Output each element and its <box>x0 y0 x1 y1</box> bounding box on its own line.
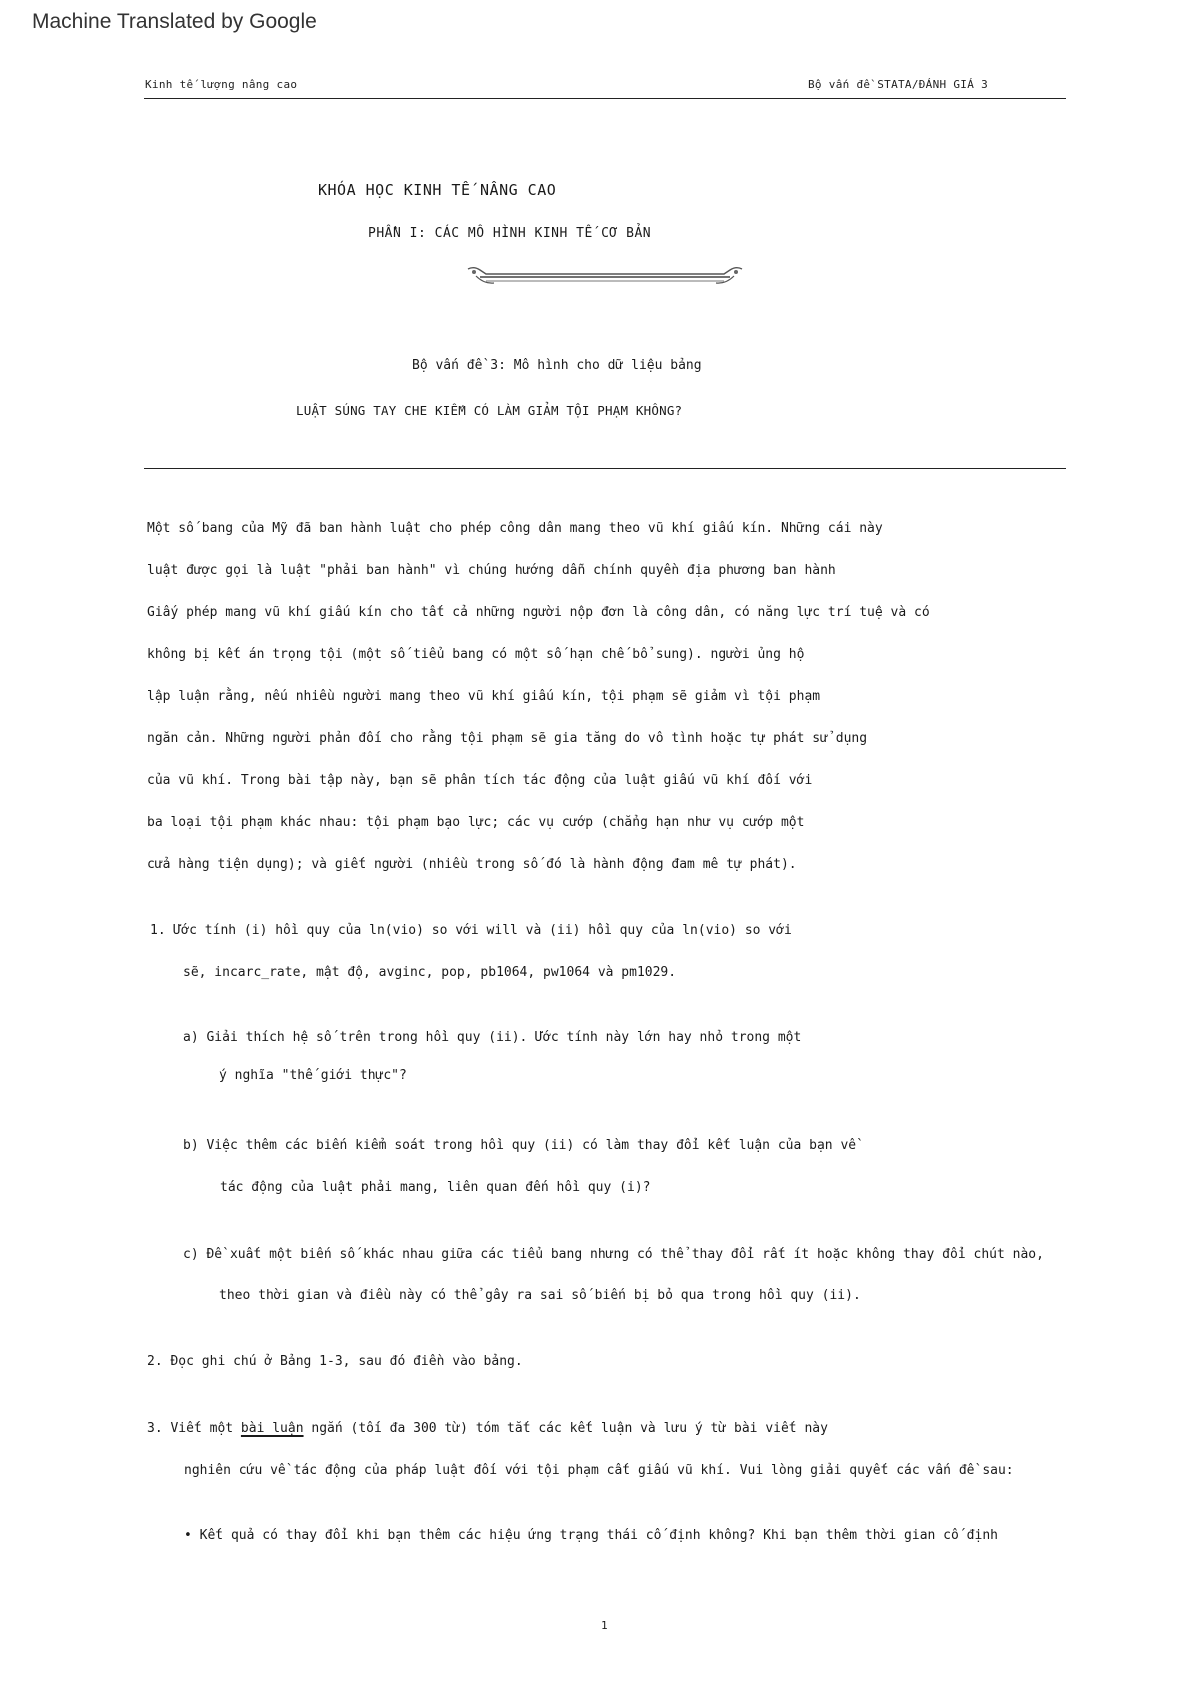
decorative-divider-ornament <box>466 264 744 290</box>
q1c-line: theo thời gian và điều này có thể gây ra sai số biến bị bỏ qua trong hồi quy (ii). <box>219 1288 861 1303</box>
q1c-line: c) Đề xuất một biến số khác nhau giữa các tiểu bang nhưng có thể thay đổi rất ít hoặc không thay đổi chút nào, <box>183 1247 1044 1262</box>
running-header-right: Bộ vấn đề STATA/ĐÁNH GIÁ 3 <box>808 78 988 91</box>
title-block-rule <box>144 468 1066 469</box>
q3-underlined-word: bài luận <box>240 1421 304 1436</box>
course-title: KHÓA HỌC KINH TẾ NÂNG CAO <box>318 181 557 199</box>
intro-line: lập luận rằng, nếu nhiều người mang theo vũ khí giấu kín, tội phạm sẽ giảm vì tội phạm <box>147 689 821 704</box>
intro-line: ba loại tội phạm khác nhau: tội phạm bạo lực; các vụ cướp (chẳng hạn như vụ cướp một <box>147 815 805 830</box>
q3-text: 3. Viết một <box>147 1421 241 1436</box>
intro-line: ngăn cản. Những người phản đối cho rằng tội phạm sẽ gia tăng do vô tình hoặc tự phát sử dụng <box>147 731 868 746</box>
q3-bullet: • Kết quả có thay đổi khi bạn thêm các hiệu ứng trạng thái cố định không? Khi bạn thêm thời gian cố định <box>184 1528 998 1543</box>
q1a-line: ý nghĩa "thế giới thực"? <box>219 1068 407 1083</box>
intro-line: cửa hàng tiện dụng); và giết người (nhiều trong số đó là hành động đam mê tự phát). <box>147 857 797 872</box>
header-rule <box>144 98 1066 99</box>
intro-line: không bị kết án trọng tội (một số tiểu bang có một số hạn chế bổ sung). người ủng hộ <box>147 647 805 662</box>
intro-line: luật được gọi là luật "phải ban hành" vì chúng hướng dẫn chính quyền địa phương ban hành <box>147 563 836 578</box>
page-number: 1 <box>601 1619 608 1632</box>
part-title: PHẦN I: CÁC MÔ HÌNH KINH TẾ CƠ BẢN <box>368 226 652 241</box>
q3-line <box>147 1421 828 1436</box>
q1-line: sẽ, incarc_rate, mật độ, avginc, pop, pb1064, pw1064 và pm1029. <box>183 965 677 980</box>
q1-line: 1. Ước tính (i) hồi quy của ln(vio) so với will và (ii) hồi quy của ln(vio) so với <box>150 923 792 938</box>
q1a-line: a) Giải thích hệ số trên trong hồi quy (ii). Ước tính này lớn hay nhỏ trong một <box>183 1030 802 1045</box>
problem-set-question: LUẬT SÚNG TAY CHE KIẾM CÓ LÀM GIẢM TỘI PHẠM KHÔNG? <box>296 403 683 418</box>
q1b-line: tác động của luật phải mang, liên quan đến hồi quy (i)? <box>220 1180 651 1195</box>
q3-text: ngắn (tối đa 300 từ) tóm tắt các kết luận và lưu ý từ bài viết này <box>303 1421 828 1436</box>
machine-translated-watermark: Machine Translated by Google <box>32 10 317 33</box>
q3-line: nghiên cứu về tác động của pháp luật đối với tội phạm cất giấu vũ khí. Vui lòng giải quyết các vấn đề sau: <box>184 1463 1014 1478</box>
intro-line: Một số bang của Mỹ đã ban hành luật cho phép công dân mang theo vũ khí giấu kín. Những cái này <box>147 521 883 536</box>
question-2: 2. Đọc ghi chú ở Bảng 1-3, sau đó điền vào bảng. <box>147 1354 523 1369</box>
intro-line: Giấy phép mang vũ khí giấu kín cho tất cả những người nộp đơn là công dân, có năng lực trí tuệ và có <box>147 605 930 620</box>
intro-line: của vũ khí. Trong bài tập này, bạn sẽ phân tích tác động của luật giấu vũ khí đối với <box>147 773 813 788</box>
running-header-left: Kinh tế lượng nâng cao <box>145 78 298 91</box>
q1b-line: b) Việc thêm các biến kiểm soát trong hồi quy (ii) có làm thay đổi kết luận của bạn về <box>183 1138 857 1153</box>
problem-set-title: Bộ vấn đề 3: Mô hình cho dữ liệu bảng <box>412 358 702 373</box>
